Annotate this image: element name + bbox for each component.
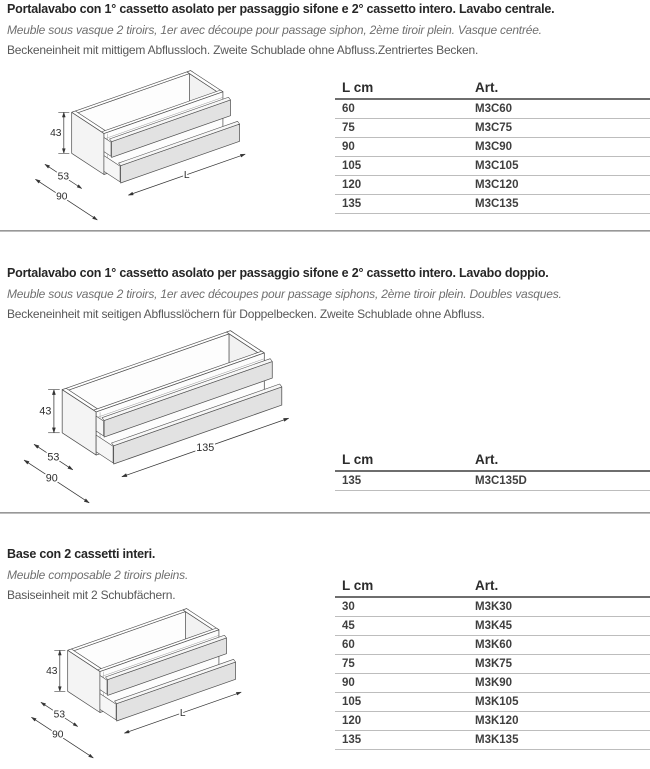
- vanity-unit-drawing-double-basin: [14, 330, 296, 509]
- height-dimension-label: 43: [50, 127, 62, 139]
- total-depth-dimension-label: 90: [52, 729, 64, 741]
- table-row: [335, 195, 650, 214]
- length-dimension-label: L: [179, 707, 186, 719]
- length-dimension-label: 135: [196, 441, 215, 454]
- arrowhead: [62, 112, 65, 117]
- cell-article-code: M3K45: [475, 620, 513, 632]
- table-row: [335, 655, 650, 674]
- arrowhead: [68, 466, 73, 470]
- col-header-article: Art.: [475, 452, 499, 467]
- section1-title-french: Meuble sous vasque 2 tiroirs, 1er avec découpe pour passage siphon, 2ème tiroir plein. Vasque centrée.: [7, 23, 542, 37]
- table-row: [335, 712, 650, 731]
- base-unit-drawing: [22, 606, 252, 764]
- cell-article-code: M3C75: [475, 122, 513, 134]
- cell-length-cm: 135: [342, 198, 362, 210]
- arrowhead: [35, 179, 40, 183]
- table-header-row: [335, 78, 650, 100]
- section3-title-french: Meuble composable 2 tiroirs pleins.: [7, 568, 189, 582]
- section-divider: [0, 512, 650, 514]
- section2-title-italian: Portalavabo con 1° cassetto asolato per passaggio sifone e 2° cassetto intero. Lavabo doppio.: [7, 266, 549, 280]
- depth-dimension-label: 53: [57, 171, 70, 183]
- cell-article-code: M3K90: [475, 677, 513, 689]
- table-row: [335, 617, 650, 636]
- cell-length-cm: 105: [342, 160, 362, 172]
- depth-dimension-label: 53: [47, 451, 60, 464]
- section2-title-german: Beckeneinheit mit seitigen Abflusslöchern für Doppelbecken. Zweite Schublade ohne Abfluss.: [7, 307, 485, 321]
- table-row: [335, 119, 650, 138]
- cell-length-cm: 60: [342, 103, 355, 115]
- arrowhead: [77, 185, 82, 189]
- col-header-article: Art.: [475, 578, 499, 593]
- arrowhead: [128, 192, 133, 195]
- total-depth-dimension-label: 90: [56, 191, 68, 203]
- section-divider: [0, 230, 650, 232]
- depth-dimension-label: 53: [53, 709, 66, 721]
- cell-article-code: M3K105: [475, 696, 519, 708]
- arrowhead: [24, 460, 29, 464]
- cell-article-code: M3C120: [475, 179, 519, 191]
- arrowhead: [124, 730, 129, 733]
- arrowhead: [52, 428, 55, 433]
- cell-length-cm: 30: [342, 601, 355, 613]
- cell-length-cm: 90: [342, 141, 355, 153]
- cell-length-cm: 120: [342, 179, 362, 191]
- table-row: [335, 731, 650, 750]
- arrowhead: [73, 723, 78, 727]
- cell-article-code: M3C135D: [475, 475, 527, 487]
- cell-length-cm: 90: [342, 677, 355, 689]
- arrowhead: [89, 754, 94, 758]
- vanity-unit-drawing-single-basin: [26, 68, 256, 226]
- table-row: [335, 693, 650, 712]
- cell-length-cm: 75: [342, 122, 355, 134]
- spec-table-base-unit: [335, 576, 650, 750]
- section3-title-italian: Base con 2 cassetti interi.: [7, 547, 156, 561]
- arrowhead: [122, 474, 127, 477]
- cell-article-code: M3C135: [475, 198, 519, 210]
- arrowhead: [34, 444, 39, 448]
- section1-title-german: Beckeneinheit mit mittigem Abflussloch. Zweite Schublade ohne Abfluss.Zentriertes Becken.: [7, 43, 479, 57]
- col-header-article: Art.: [475, 80, 499, 95]
- table-row: [335, 636, 650, 655]
- arrowhead: [236, 692, 241, 695]
- arrowhead: [52, 390, 55, 395]
- cell-length-cm: 60: [342, 639, 355, 651]
- cell-article-code: M3C60: [475, 103, 513, 115]
- arrowhead: [58, 650, 61, 655]
- cell-article-code: M3K60: [475, 639, 513, 651]
- section2-title-french: Meuble sous vasque 2 tiroirs, 1er avec découpes pour passage siphons, 2ème tiroir plein. Doubles vasques.: [7, 287, 562, 301]
- cell-length-cm: 105: [342, 696, 362, 708]
- col-header-length: L cm: [342, 80, 374, 95]
- cell-length-cm: 45: [342, 620, 355, 632]
- arrowhead: [84, 499, 89, 503]
- cell-length-cm: 135: [342, 734, 362, 746]
- cell-article-code: M3C90: [475, 141, 513, 153]
- table-row: [335, 674, 650, 693]
- cell-article-code: M3C105: [475, 160, 519, 172]
- table-row: [335, 176, 650, 195]
- arrowhead: [45, 164, 50, 168]
- arrowhead: [240, 154, 245, 157]
- table-row: [335, 157, 650, 176]
- col-header-length: L cm: [342, 452, 374, 467]
- cell-article-code: M3K75: [475, 658, 513, 670]
- cell-article-code: M3K120: [475, 715, 519, 727]
- cell-length-cm: 135: [342, 475, 362, 487]
- height-dimension-label: 43: [39, 405, 52, 418]
- total-depth-dimension-label: 90: [45, 472, 58, 485]
- table-header-row: [335, 450, 650, 472]
- table-row: [335, 100, 650, 119]
- arrowhead: [62, 149, 65, 154]
- table-header-row: [335, 576, 650, 598]
- spec-table-single-basin: [335, 78, 650, 214]
- cell-length-cm: 120: [342, 715, 362, 727]
- cell-article-code: M3K135: [475, 734, 519, 746]
- cell-article-code: M3K30: [475, 601, 513, 613]
- length-dimension-label: L: [183, 169, 190, 181]
- arrowhead: [93, 216, 98, 220]
- arrowhead: [58, 687, 61, 692]
- height-dimension-label: 43: [46, 665, 58, 677]
- section1-title-italian: Portalavabo con 1° cassetto asolato per passaggio sifone e 2° cassetto intero. Lavabo centrale.: [7, 2, 555, 16]
- col-header-length: L cm: [342, 578, 374, 593]
- arrowhead: [31, 717, 36, 721]
- arrowhead: [283, 418, 288, 421]
- table-row: [335, 598, 650, 617]
- table-row: [335, 138, 650, 157]
- arrowhead: [41, 702, 46, 706]
- section3-title-german: Basiseinheit mit 2 Schubfächern.: [7, 588, 176, 602]
- spec-table-double-basin: [335, 450, 650, 491]
- table-row: [335, 472, 650, 491]
- cell-length-cm: 75: [342, 658, 355, 670]
